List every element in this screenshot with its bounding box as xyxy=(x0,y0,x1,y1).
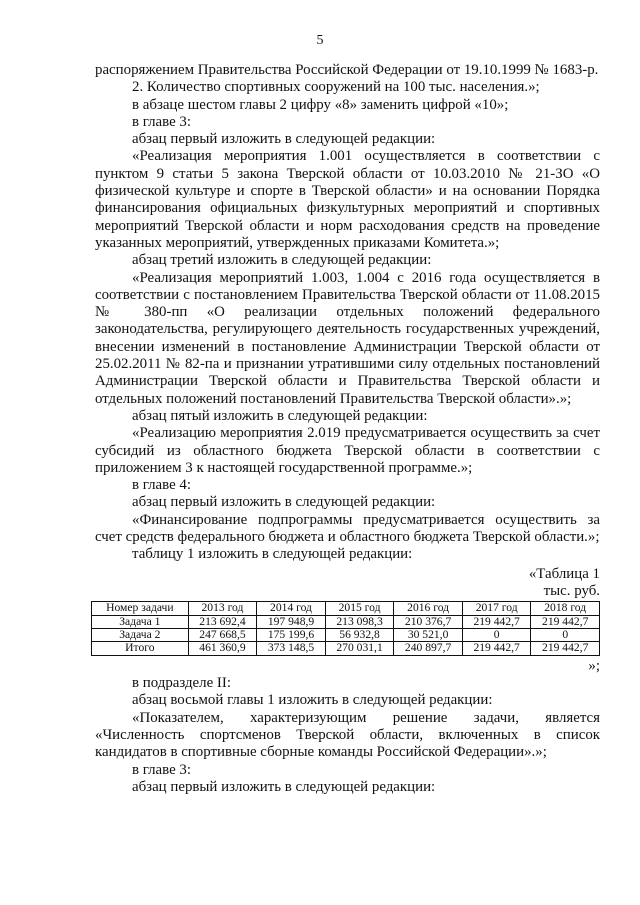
paragraph: в главе 3: xyxy=(132,113,192,130)
paragraph: распоряжением Правительства Российской Федерации от 19.10.1999 № 1683-р. xyxy=(95,62,599,78)
table-header-cell: 2017 год xyxy=(462,602,531,615)
table-header-cell: Номер задачи xyxy=(92,602,189,615)
paragraph: абзац первый изложить в следующей редакции: xyxy=(132,131,436,148)
paragraph: в главе 3: xyxy=(132,761,192,778)
table-caption: «Таблица 1 xyxy=(528,565,600,582)
document-body xyxy=(95,62,600,796)
table-row xyxy=(92,642,600,655)
table-cell: 213 692,4 xyxy=(188,615,257,628)
paragraph: «Реализация мероприятий 1.003, 1.004 с 2016 года осуществляется в соответствии с постановлением Правительства Тверской области от 11.08.2015 № 380-пп «О реализации отдельных положений федерального законодательства, регулирующего деятельность государственных учреждений, внесении изменений в постановление Администрации Тверской области от 25.02.2011 № 82-па и признании утратившими силу отдельных постановлений Администрации Тверской области и Правительства Тверской области и отдельных положений постановлений Правительства Тверской области».»; xyxy=(95,269,600,407)
table-cell: 56 932,8 xyxy=(325,629,394,642)
table-cell: 219 442,7 xyxy=(462,642,531,655)
table-cell: 210 376,7 xyxy=(394,615,463,628)
table-cell: 0 xyxy=(531,629,600,642)
paragraph: «Реализацию мероприятия 2.019 предусматривается осуществить за счет субсидий из областного бюджета Тверской области в соответствии с приложением 3 к настоящей государственной программе.»; xyxy=(95,425,600,476)
table-header-cell: 2015 год xyxy=(325,602,394,615)
paragraph: абзац первый изложить в следующей редакции: xyxy=(132,778,436,795)
table-header-cell: 2014 год xyxy=(257,602,326,615)
paragraph: абзац первый изложить в следующей редакции: xyxy=(132,494,436,511)
table-cell: 0 xyxy=(462,629,531,642)
table-header-row xyxy=(92,602,600,615)
table-body xyxy=(92,615,600,655)
paragraph: в абзаце шестом главы 2 цифру «8» заменить цифрой «10»; xyxy=(132,96,509,113)
table-row-label: Итого xyxy=(92,642,189,655)
table-close: »; xyxy=(588,657,600,674)
table-cell: 461 360,9 xyxy=(188,642,257,655)
paragraphs-top xyxy=(95,62,600,564)
budget-table xyxy=(91,601,600,656)
table-cell: 373 148,5 xyxy=(257,642,326,655)
table-cell: 213 098,3 xyxy=(325,615,394,628)
paragraph: 2. Количество спортивных сооружений на 100 тыс. населения.»; xyxy=(132,79,540,96)
table-container xyxy=(95,601,600,656)
table-cell: 197 948,9 xyxy=(257,615,326,628)
table-row-label: Задача 1 xyxy=(92,615,189,628)
table-header-cell: 2018 год xyxy=(531,602,600,615)
paragraph: в главе 4: xyxy=(132,477,192,494)
table-row xyxy=(92,629,600,642)
paragraph: «Финансирование подпрограммы предусматривается осуществить за счет средств федерального бюджета и областного бюджета Тверской области.»; xyxy=(95,511,600,546)
table-row-label: Задача 2 xyxy=(92,629,189,642)
table-cell: 219 442,7 xyxy=(462,615,531,628)
paragraph: в подразделе II: xyxy=(132,675,231,692)
table-cell: 247 668,5 xyxy=(188,629,257,642)
table-cell: 219 442,7 xyxy=(531,642,600,655)
table-cell: 219 442,7 xyxy=(531,615,600,628)
table-header-cell: 2013 год xyxy=(188,602,257,615)
table-header-cell: 2016 год xyxy=(394,602,463,615)
table-cell: 270 031,1 xyxy=(325,642,394,655)
table-row xyxy=(92,615,600,628)
paragraphs-bottom xyxy=(95,675,600,796)
paragraph: абзац третий изложить в следующей редакции: xyxy=(132,252,432,269)
table-cell: 240 897,7 xyxy=(394,642,463,655)
paragraph: «Показателем, характеризующим решение задачи, является «Численность спортсменов Тверской области, включенных в список кандидатов в спортивные сборные команды Российской Федерации».»; xyxy=(95,709,600,761)
table-units: тыс. руб. xyxy=(543,582,600,599)
paragraph: таблицу 1 изложить в следующей редакции: xyxy=(132,546,413,563)
page-number: 5 xyxy=(316,33,324,48)
paragraph: абзац восьмой главы 1 изложить в следующей редакции: xyxy=(132,692,493,709)
paragraph: абзац пятый изложить в следующей редакции: xyxy=(132,407,428,424)
table-cell: 30 521,0 xyxy=(394,629,463,642)
paragraph: «Реализация мероприятия 1.001 осуществляется в соответствии с пунктом 9 статьи 5 закона Тверской области от 10.03.2010 № 21-ЗО «О физической культуре и спорте в Тверской области» и на основании Порядка финансирования официальных физкультурных мероприятий и спортивных мероприятий Тверской области и норм расходования средств на проведение указанных мероприятий, утвержденных приказами Комитета.»; xyxy=(95,148,600,251)
table-cell: 175 199,6 xyxy=(257,629,326,642)
